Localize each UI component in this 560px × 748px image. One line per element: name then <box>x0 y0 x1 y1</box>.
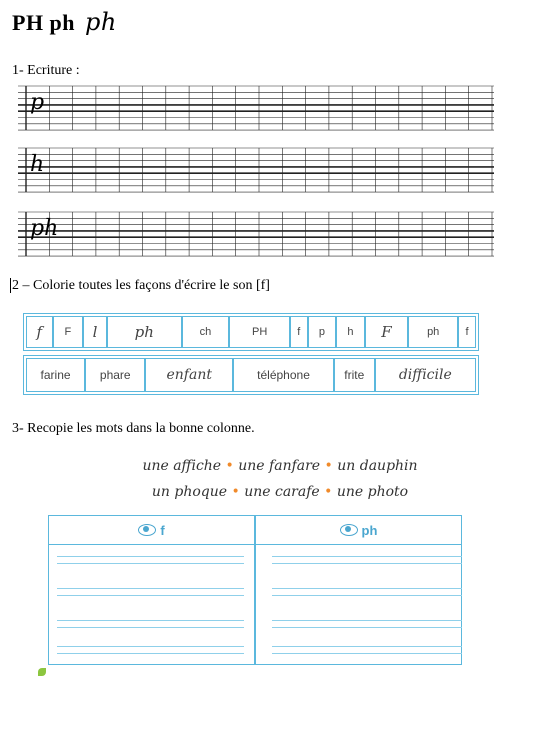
writing-line <box>57 595 244 596</box>
letter-box[interactable]: h <box>336 316 364 348</box>
letters-table <box>26 316 476 348</box>
letter-box[interactable]: ch <box>182 316 230 348</box>
model-letter: p <box>30 90 45 115</box>
writing-staff <box>18 210 494 258</box>
letter-box[interactable]: p <box>308 316 336 348</box>
column-ph-header <box>256 516 461 545</box>
word-box[interactable]: phare <box>85 358 145 392</box>
section1-heading: 1- Ecriture : <box>12 63 80 78</box>
words-line-2 <box>0 484 560 500</box>
section3-heading: 3- Recopie les mots dans la bonne colonne. <box>12 421 255 436</box>
leaf-icon <box>38 668 46 676</box>
letter-box[interactable]: ph <box>107 316 182 348</box>
words-line-1 <box>0 458 560 474</box>
word-box[interactable]: farine <box>26 358 85 392</box>
sorting-table <box>48 515 462 665</box>
writing-line <box>272 563 462 564</box>
writing-line <box>272 588 462 589</box>
column-ph-label: ph <box>361 522 378 538</box>
letters-row-box <box>23 313 479 351</box>
separator-dot: • <box>221 458 239 474</box>
writing-line <box>272 646 462 647</box>
section2-heading <box>10 278 270 294</box>
writing-staff <box>18 84 494 132</box>
writing-line <box>57 627 244 628</box>
writing-line <box>57 556 244 557</box>
model-letter: h <box>30 152 45 177</box>
word: une affiche <box>142 458 222 474</box>
writing-line <box>272 620 462 621</box>
letter-box[interactable]: f <box>26 316 53 348</box>
letter-box[interactable]: f <box>290 316 308 348</box>
writing-line <box>272 556 462 557</box>
words-table <box>26 358 476 392</box>
writing-line <box>272 595 462 596</box>
word: une carafe <box>244 484 320 500</box>
writing-line <box>57 646 244 647</box>
eye-icon <box>138 524 156 536</box>
word: un dauphin <box>337 458 418 474</box>
letter-box[interactable]: l <box>83 316 107 348</box>
title-cursive: ph <box>85 8 117 36</box>
page-title <box>12 8 117 36</box>
column-separator <box>254 516 256 664</box>
column-f-header <box>49 516 254 545</box>
model-letter: ph <box>30 216 59 241</box>
eye-icon <box>340 524 358 536</box>
word: une photo <box>336 484 409 500</box>
title-main: PH ph <box>12 10 76 35</box>
separator-dot: • <box>319 484 337 500</box>
word-box[interactable]: téléphone <box>233 358 334 392</box>
word: un phoque <box>151 484 228 500</box>
writing-line <box>272 627 462 628</box>
word-box[interactable]: frite <box>334 358 375 392</box>
letter-box[interactable]: ph <box>408 316 458 348</box>
writing-line <box>57 620 244 621</box>
writing-line <box>57 588 244 589</box>
word: une fanfare <box>238 458 321 474</box>
words-row-box <box>23 355 479 395</box>
letter-box[interactable]: f <box>458 316 476 348</box>
writing-line <box>57 563 244 564</box>
writing-line <box>272 653 462 654</box>
column-f-label: f <box>160 522 165 538</box>
letter-box[interactable]: PH <box>229 316 290 348</box>
word-box[interactable]: difficile <box>375 358 476 392</box>
writing-line <box>57 653 244 654</box>
letter-box[interactable]: F <box>53 316 84 348</box>
letter-box[interactable]: F <box>365 316 409 348</box>
writing-staff <box>18 146 494 194</box>
word-box[interactable]: enfant <box>145 358 233 392</box>
separator-dot: • <box>320 458 338 474</box>
section2-heading-text: 2 – Colorie toutes les façons d'écrire le son [f] <box>12 278 270 293</box>
separator-dot: • <box>227 484 245 500</box>
